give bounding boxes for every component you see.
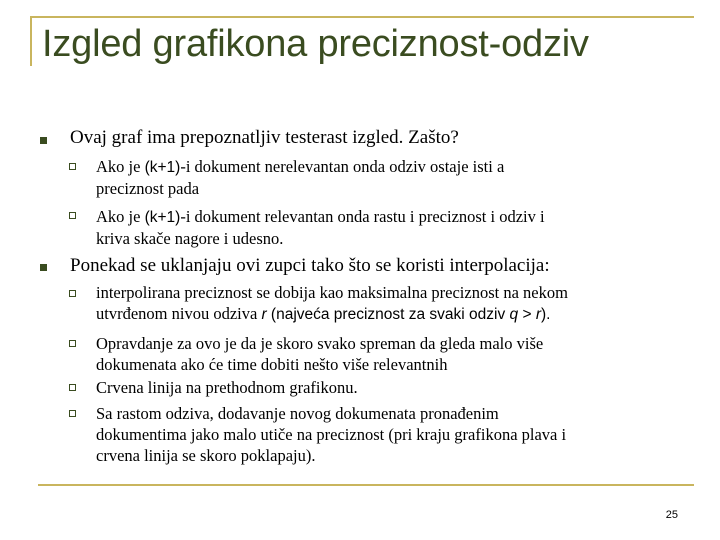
hollow-square-bullet-icon: [69, 163, 76, 170]
square-bullet-icon: [40, 137, 47, 144]
sub-bullet-text: Crvena linija na prethodnom grafikonu.: [96, 378, 358, 397]
hollow-square-bullet-icon: [69, 212, 76, 219]
sub-bullet-text: Opravdanje za ovo je da je skoro svako spreman da gleda malo više dokumenata ako će time dobiti nešto više relevantnih: [96, 334, 544, 374]
square-bullet-icon: [40, 264, 47, 271]
hollow-square-bullet-icon: [69, 340, 76, 347]
hollow-square-bullet-icon: [69, 290, 76, 297]
bullet-text: Ovaj graf ima prepoznatljiv testerast izgled. Zašto?: [70, 127, 459, 148]
footer-divider: [38, 484, 694, 486]
page-number: 25: [665, 509, 678, 521]
slide-title: Izgled grafikona preciznost-odziv: [42, 23, 589, 65]
sub-bullet-text: Sa rastom odziva, dodavanje novog dokumenata pronađenim dokumentima jako malo utiče na preciznost (pri kraju grafikona plava i crvena linija se skoro poklapaju).: [96, 404, 567, 465]
sub-bullet-text: Ako je (k+1)-i dokument relevantan onda rastu i preciznost i odziv i kriva skače nagore i udesno.: [96, 207, 545, 248]
sub-bullet-text: interpolirana preciznost se dobija kao maksimalna preciznost na nekom utvrđenom nivou odziva r (najveća preciznost za svaki odziv q > r).: [96, 283, 568, 323]
hollow-square-bullet-icon: [69, 384, 76, 391]
sub-bullet-text: Ako je (k+1)-i dokument nerelevantan onda odziv ostaje isti a preciznost pada: [96, 157, 505, 198]
hollow-square-bullet-icon: [69, 410, 76, 417]
bullet-text: Ponekad se uklanjaju ovi zupci tako što se koristi interpolacija:: [70, 255, 550, 276]
